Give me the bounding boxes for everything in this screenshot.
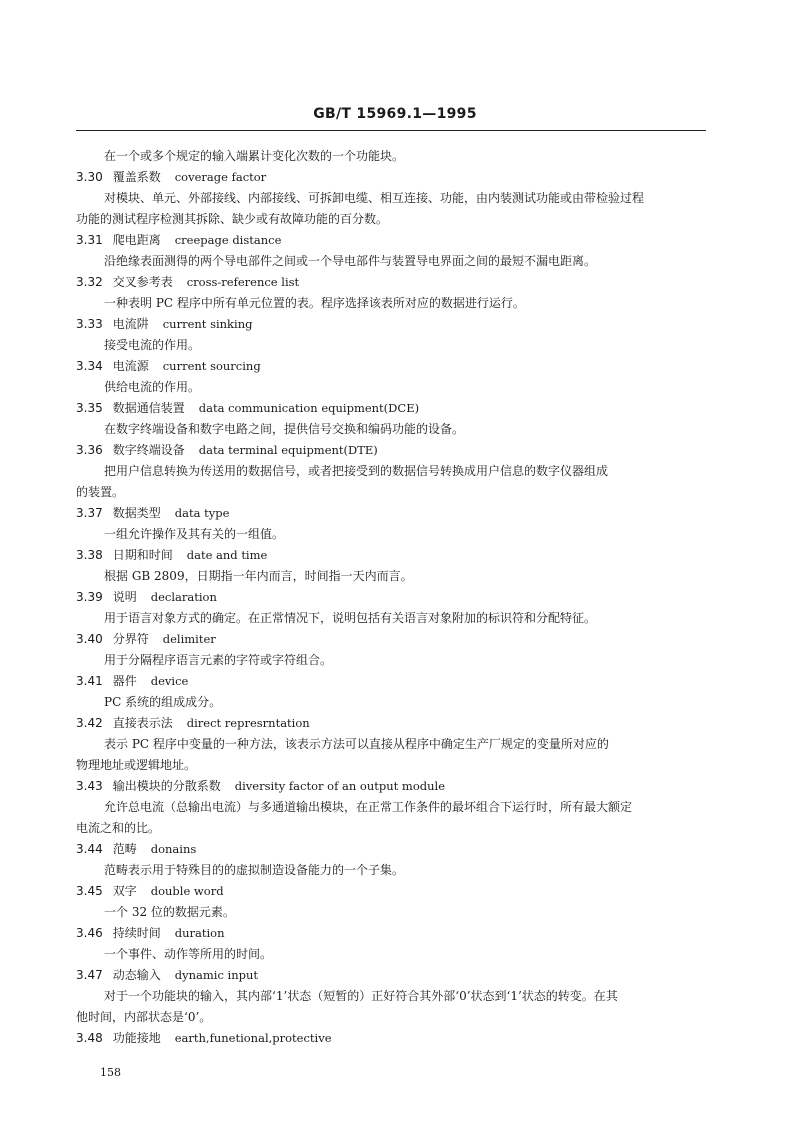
term-english: device (150, 674, 189, 688)
header-rule (76, 130, 706, 131)
definition-line: 电流之和的比。 (76, 821, 161, 835)
term-heading (76, 713, 706, 734)
definition-line: 根据 GB 2809，日期指一年内而言，时间指一天内而言。 (104, 569, 413, 583)
term-chinese: 交叉参考表 (112, 275, 173, 289)
definition-line: 他时间，内部状态是‘0’。 (76, 1010, 212, 1024)
term-number: 3.36 (76, 443, 103, 457)
definition-line: 范畴表示用于特殊目的的虚拟制造设备能力的一个子集。 (104, 863, 405, 877)
term-english: creepage distance (174, 233, 282, 247)
term-chinese: 电流源 (112, 359, 149, 373)
term-chinese: 双字 (112, 884, 137, 898)
term-number: 3.35 (76, 401, 103, 415)
term-english: donains (150, 842, 197, 856)
term-number: 3.45 (76, 884, 103, 898)
term-heading (76, 776, 706, 797)
term-heading (76, 545, 706, 566)
term-chinese: 数据类型 (112, 506, 161, 520)
term-number: 3.34 (76, 359, 103, 373)
term-chinese: 器件 (112, 674, 137, 688)
page-number: 158 (100, 1066, 121, 1079)
term-english: diversity factor of an output module (234, 779, 446, 793)
definition-line: PC 系统的组成成分。 (104, 695, 222, 709)
term-english: date and time (186, 548, 268, 562)
term-number: 3.43 (76, 779, 103, 793)
term-heading (76, 923, 706, 944)
definition-line: 功能的测试程序检测其拆除、缺少或有故障功能的百分数。 (76, 212, 389, 226)
definition-line: 的装置。 (76, 485, 125, 499)
term-number: 3.38 (76, 548, 103, 562)
term-heading (76, 965, 706, 986)
term-heading (76, 272, 706, 293)
term-chinese: 电流阱 (112, 317, 149, 331)
definition-line: 一种表明 PC 程序中所有单元位置的表。程序选择该表所对应的数据进行运行。 (104, 296, 525, 310)
term-number: 3.33 (76, 317, 103, 331)
term-number: 3.46 (76, 926, 103, 940)
term-number: 3.37 (76, 506, 103, 520)
term-number: 3.32 (76, 275, 103, 289)
definition-line: 对于一个功能块的输入，其内部‘1’状态（短暂的）正好符合其外部‘0’状态到‘1’状态的转变。在其 (104, 989, 618, 1003)
intro-line: 在一个或多个规定的输入端累计变化次数的一个功能块。 (104, 149, 405, 163)
term-number: 3.47 (76, 968, 103, 982)
term-english: cross-reference list (186, 275, 300, 289)
definition-line: 沿绝缘表面测得的两个导电部件之间或一个导电部件与装置导电界面之间的最短不漏电距离。 (104, 254, 597, 268)
term-number: 3.48 (76, 1031, 103, 1045)
term-chinese: 动态输入 (112, 968, 161, 982)
term-chinese: 功能接地 (112, 1031, 161, 1045)
term-heading (76, 1028, 706, 1049)
definition-line: 一组允许操作及其有关的一组值。 (104, 527, 285, 541)
term-heading (76, 314, 706, 335)
term-number: 3.40 (76, 632, 103, 646)
term-chinese: 分界符 (112, 632, 149, 646)
term-english: data terminal equipment(DTE) (198, 443, 378, 457)
definition-line: 把用户信息转换为传送用的数据信号，或者把接受到的数据信号转换成用户信息的数字仪器组成 (104, 464, 609, 478)
term-chinese: 数据通信装置 (112, 401, 185, 415)
definition-line: 一个事件、动作等所用的时间。 (104, 947, 273, 961)
page-header-title: GB/T 15969.1—1995 (313, 106, 477, 122)
term-chinese: 持续时间 (112, 926, 161, 940)
term-english: declaration (150, 590, 217, 604)
term-heading (76, 440, 706, 461)
term-heading (76, 398, 706, 419)
term-number: 3.42 (76, 716, 103, 730)
term-number: 3.31 (76, 233, 103, 247)
term-chinese: 爬电距离 (112, 233, 161, 247)
term-english: current sinking (162, 317, 253, 331)
term-english: double word (150, 884, 224, 898)
term-number: 3.39 (76, 590, 103, 604)
term-english: delimiter (162, 632, 216, 646)
definition-line: 一个 32 位的数据元素。 (104, 905, 235, 919)
term-english: data type (174, 506, 230, 520)
term-chinese: 日期和时间 (112, 548, 173, 562)
definition-line: 供给电流的作用。 (104, 380, 201, 394)
definition-line: 用于语言对象方式的确定。在正常情况下，说明包括有关语言对象附加的标识符和分配特征。 (104, 611, 597, 625)
definition-line: 允许总电流（总输出电流）与多通道输出模块，在正常工作条件的最坏组合下运行时，所有最大额定 (104, 800, 633, 814)
term-chinese: 覆盖系数 (112, 170, 161, 184)
term-english: duration (174, 926, 225, 940)
term-heading (76, 629, 706, 650)
definition-line: 接受电流的作用。 (104, 338, 201, 352)
definition-line: 在数字终端设备和数字电路之间，提供信号交换和编码功能的设备。 (104, 422, 465, 436)
term-english: earth,funetional,protective (174, 1031, 332, 1045)
document-body (76, 146, 706, 1049)
term-number: 3.30 (76, 170, 103, 184)
definition-line: 表示 PC 程序中变量的一种方法，该表示方法可以直接从程序中确定生产厂规定的变量所对应的 (104, 737, 609, 751)
term-chinese: 说明 (112, 590, 137, 604)
term-chinese: 直接表示法 (112, 716, 173, 730)
term-english: dynamic input (174, 968, 259, 982)
term-number: 3.41 (76, 674, 103, 688)
definition-line: 用于分隔程序语言元素的字符或字符组合。 (104, 653, 333, 667)
definition-line: 对模块、单元、外部接线、内部接线、可拆卸电缆、相互连接、功能，由内装测试功能或由带检验过程 (104, 191, 645, 205)
term-heading (76, 587, 706, 608)
term-heading (76, 671, 706, 692)
term-english: current sourcing (162, 359, 261, 373)
term-heading (76, 230, 706, 251)
term-heading (76, 881, 706, 902)
term-english: coverage factor (174, 170, 267, 184)
term-heading (76, 167, 706, 188)
term-english: data communication equipment(DCE) (198, 401, 420, 415)
term-heading (76, 356, 706, 377)
term-chinese: 输出模块的分散系数 (112, 779, 221, 793)
term-heading (76, 503, 706, 524)
term-english: direct represrntation (186, 716, 310, 730)
term-number: 3.44 (76, 842, 103, 856)
definition-line: 物理地址或逻辑地址。 (76, 758, 197, 772)
term-chinese: 数字终端设备 (112, 443, 185, 457)
term-chinese: 范畴 (112, 842, 137, 856)
term-heading (76, 839, 706, 860)
